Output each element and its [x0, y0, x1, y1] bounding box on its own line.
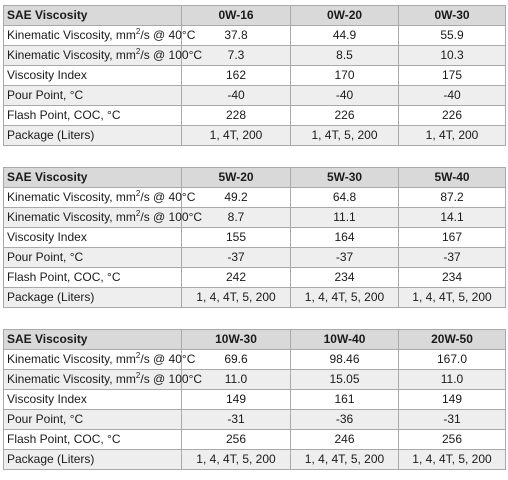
- table-cell: 246: [291, 430, 399, 450]
- table-cell: -36: [291, 410, 399, 430]
- table-row: [4, 106, 506, 126]
- table-row: [4, 188, 506, 208]
- table-cell: 64.8: [291, 188, 399, 208]
- header-cell: SAE Viscosity: [4, 330, 182, 350]
- table-row: [4, 86, 506, 106]
- table-cell: 149: [182, 390, 291, 410]
- table-cell: -40: [291, 86, 399, 106]
- row-label: [4, 46, 203, 66]
- header-cell: SAE Viscosity: [4, 168, 182, 188]
- row-label-text: /s @ 40°C: [140, 190, 196, 204]
- table-cell: 14.1: [399, 208, 506, 228]
- table-row: [4, 450, 506, 470]
- row-label: [4, 350, 196, 370]
- table-cell: -37: [399, 248, 506, 268]
- row-label: Flash Point, COC, °C: [4, 430, 182, 450]
- table-cell: 7.3: [182, 46, 291, 66]
- table-row: [4, 288, 506, 308]
- row-label-text: /s @ 40°C: [140, 352, 196, 366]
- table-cell: 234: [399, 268, 506, 288]
- table-cell: 87.2: [399, 188, 506, 208]
- superscript: 2: [135, 351, 141, 360]
- table-cell: 175: [399, 66, 506, 86]
- superscript: 2: [135, 209, 141, 218]
- row-label: Viscosity Index: [4, 390, 182, 410]
- table-cell: -40: [182, 86, 291, 106]
- table-cell: 1, 4, 4T, 5, 200: [291, 288, 399, 308]
- table-cell: -31: [182, 410, 291, 430]
- table-cell: 49.2: [182, 188, 291, 208]
- row-label: [4, 26, 196, 46]
- table-row: [4, 370, 506, 390]
- header-cell: 10W-30: [182, 330, 291, 350]
- table-cell: 11.0: [399, 370, 506, 390]
- table-cell: 44.9: [291, 26, 399, 46]
- table-row: [4, 126, 506, 146]
- table-cell: 8.7: [182, 208, 291, 228]
- table-cell: 69.6: [182, 350, 291, 370]
- table-cell: 167: [399, 228, 506, 248]
- table-cell: 8.5: [291, 46, 399, 66]
- table-header-row: [4, 6, 506, 26]
- header-cell: 10W-40: [291, 330, 399, 350]
- table-cell: 11.0: [182, 370, 291, 390]
- row-label: Flash Point, COC, °C: [4, 268, 182, 288]
- row-label-text: /s @ 100°C: [140, 372, 203, 386]
- table-cell: 155: [182, 228, 291, 248]
- row-label-text: /s @ 40°C: [140, 28, 196, 42]
- table-cell: 1, 4T, 5, 200: [291, 126, 399, 146]
- row-label-text: /s @ 100°C: [140, 210, 203, 224]
- table-cell: 170: [291, 66, 399, 86]
- header-cell: 0W-30: [399, 6, 506, 26]
- row-label: Viscosity Index: [4, 228, 182, 248]
- superscript: 2: [135, 371, 141, 380]
- row-label: [4, 188, 196, 208]
- row-label: Viscosity Index: [4, 66, 182, 86]
- table-cell: -31: [399, 410, 506, 430]
- table-row: [4, 350, 506, 370]
- header-cell: 5W-30: [291, 168, 399, 188]
- table-cell: 234: [291, 268, 399, 288]
- row-label: Flash Point, COC, °C: [4, 106, 182, 126]
- table-row: [4, 268, 506, 288]
- header-cell: 0W-16: [182, 6, 291, 26]
- table-header-row: [4, 168, 506, 188]
- table-cell: 228: [182, 106, 291, 126]
- viscosity-table-1: [3, 5, 506, 146]
- row-label: [4, 370, 203, 390]
- table-cell: 37.8: [182, 26, 291, 46]
- superscript: 2: [135, 47, 141, 56]
- table-header-row: [4, 330, 506, 350]
- table-row: [4, 390, 506, 410]
- table-cell: 1, 4, 4T, 5, 200: [291, 450, 399, 470]
- table-cell: 11.1: [291, 208, 399, 228]
- row-label: Package (Liters): [4, 450, 182, 470]
- superscript: 2: [135, 189, 141, 198]
- table-cell: 1, 4, 4T, 5, 200: [182, 450, 291, 470]
- table-cell: 149: [399, 390, 506, 410]
- table-cell: 226: [399, 106, 506, 126]
- superscript: 2: [135, 27, 141, 36]
- table-cell: 1, 4, 4T, 5, 200: [182, 288, 291, 308]
- row-label-text: Kinematic Viscosity, mm: [7, 372, 136, 386]
- table-cell: 242: [182, 268, 291, 288]
- header-cell: SAE Viscosity: [4, 6, 182, 26]
- row-label-text: /s @ 100°C: [140, 48, 203, 62]
- row-label: Pour Point, °C: [4, 86, 182, 106]
- table-cell: 256: [182, 430, 291, 450]
- table-cell: 256: [399, 430, 506, 450]
- table-cell: -40: [399, 86, 506, 106]
- table-cell: 15.05: [291, 370, 399, 390]
- table-row: [4, 410, 506, 430]
- row-label-text: Kinematic Viscosity, mm: [7, 28, 136, 42]
- table-row: [4, 228, 506, 248]
- table-cell: 55.9: [399, 26, 506, 46]
- header-cell: 0W-20: [291, 6, 399, 26]
- table-cell: 1, 4T, 200: [399, 126, 506, 146]
- table-row: [4, 208, 506, 228]
- viscosity-table-3: [3, 329, 506, 470]
- row-label: [4, 208, 203, 228]
- table-row: [4, 26, 506, 46]
- table-cell: 164: [291, 228, 399, 248]
- table-cell: 1, 4, 4T, 5, 200: [399, 450, 506, 470]
- row-label-text: Kinematic Viscosity, mm: [7, 48, 136, 62]
- table-cell: 162: [182, 66, 291, 86]
- table-cell: 167.0: [399, 350, 506, 370]
- table-cell: 98.46: [291, 350, 399, 370]
- row-label-text: Kinematic Viscosity, mm: [7, 190, 136, 204]
- table-row: [4, 430, 506, 450]
- viscosity-table-2: [3, 167, 506, 308]
- row-label: Package (Liters): [4, 126, 182, 146]
- header-cell: 5W-20: [182, 168, 291, 188]
- row-label: Package (Liters): [4, 288, 182, 308]
- table-row: [4, 66, 506, 86]
- row-label: Pour Point, °C: [4, 410, 182, 430]
- header-cell: 5W-40: [399, 168, 506, 188]
- row-label-text: Kinematic Viscosity, mm: [7, 352, 136, 366]
- row-label: Pour Point, °C: [4, 248, 182, 268]
- row-label-text: Kinematic Viscosity, mm: [7, 210, 136, 224]
- table-cell: -37: [182, 248, 291, 268]
- table-row: [4, 248, 506, 268]
- table-cell: 226: [291, 106, 399, 126]
- table-cell: 1, 4T, 200: [182, 126, 291, 146]
- table-cell: 10.3: [399, 46, 506, 66]
- table-cell: 1, 4, 4T, 5, 200: [399, 288, 506, 308]
- table-row: [4, 46, 506, 66]
- header-cell: 20W-50: [399, 330, 506, 350]
- table-cell: -37: [291, 248, 399, 268]
- table-cell: 161: [291, 390, 399, 410]
